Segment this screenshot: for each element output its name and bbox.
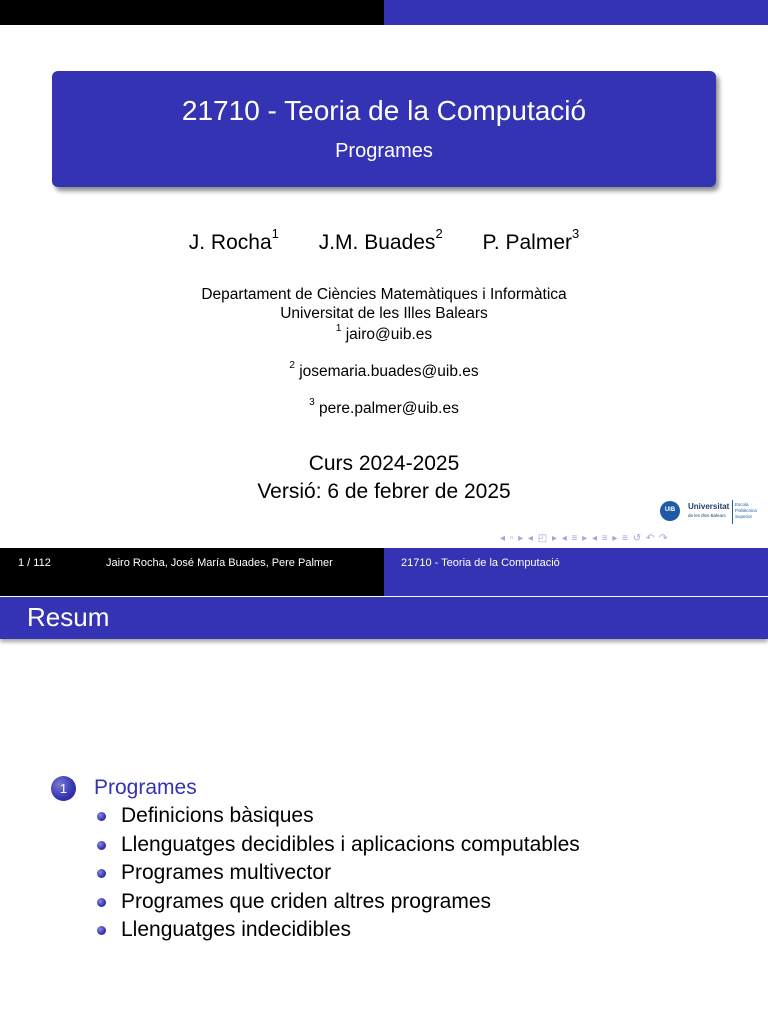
page-number: 1 / 112: [18, 557, 51, 569]
course-year: Curs 2024-2025: [308, 452, 460, 475]
frame-title: Resum: [27, 602, 110, 632]
email-2: $^2$ josemaria.buades@uib.es: [289, 360, 479, 381]
email-1: $^1$ jairo@uib.es: [335, 323, 433, 344]
toc-subsection[interactable]: Programes multivector: [121, 861, 332, 884]
slide-title: 21710 - Teoria de la Computació: [181, 95, 587, 126]
toc-subsection[interactable]: Definicions bàsiques: [121, 804, 314, 827]
bullet-icon: [97, 812, 106, 821]
uib-logo: UIB Universitat de les Illes Balears Escola Politècnica Superior: [660, 498, 760, 526]
toc-subsection[interactable]: Llenguatges decidibles i aplicacions computables: [121, 833, 580, 856]
email-3: $^3$ pere.palmer@uib.es: [309, 397, 459, 418]
bullet-icon: [97, 926, 106, 935]
footer-right: [384, 548, 768, 596]
toc-subsection[interactable]: Programes que criden altres programes: [121, 890, 492, 913]
footer-authors: Jairo Rocha, José María Buades, Pere Palmer: [106, 557, 333, 569]
section-number-ball: 1: [51, 776, 76, 801]
toc-subsection[interactable]: Llenguatges indecidibles: [121, 918, 352, 941]
bullet-icon: [97, 841, 106, 850]
author: J.M. Buades$^2$: [318, 226, 443, 254]
slide-subtitle: Programes: [335, 140, 433, 162]
bullet-icon: [97, 869, 106, 878]
frame-title-bar: [0, 597, 768, 639]
uib-seal-icon: UIB: [660, 501, 680, 521]
department: Departament de Ciències Matemàtiques i Informàtica: [201, 286, 567, 303]
authors-line: [0, 226, 768, 255]
beamer-navigation-icons[interactable]: ◂ ▫ ▸ ◂ ◰ ▸ ◂ ≡ ▸ ◂ ≡ ▸ ≡ ↺ ↶ ↷: [500, 533, 669, 544]
title-box: [52, 71, 716, 187]
author: J. Rocha$^1$: [188, 226, 279, 254]
footer-left: [0, 548, 384, 596]
version-date: Versió: 6 de febrer de 2025: [257, 480, 511, 503]
header-strip-right: [384, 0, 768, 25]
university: Universitat de les Illes Balears: [280, 305, 488, 322]
toc-section[interactable]: Programes: [94, 776, 197, 799]
header-strip-left: [0, 0, 384, 25]
footer-title: 21710 - Teoria de la Computació: [401, 557, 560, 569]
author: P. Palmer$^3$: [482, 226, 580, 254]
bullet-icon: [97, 898, 106, 907]
